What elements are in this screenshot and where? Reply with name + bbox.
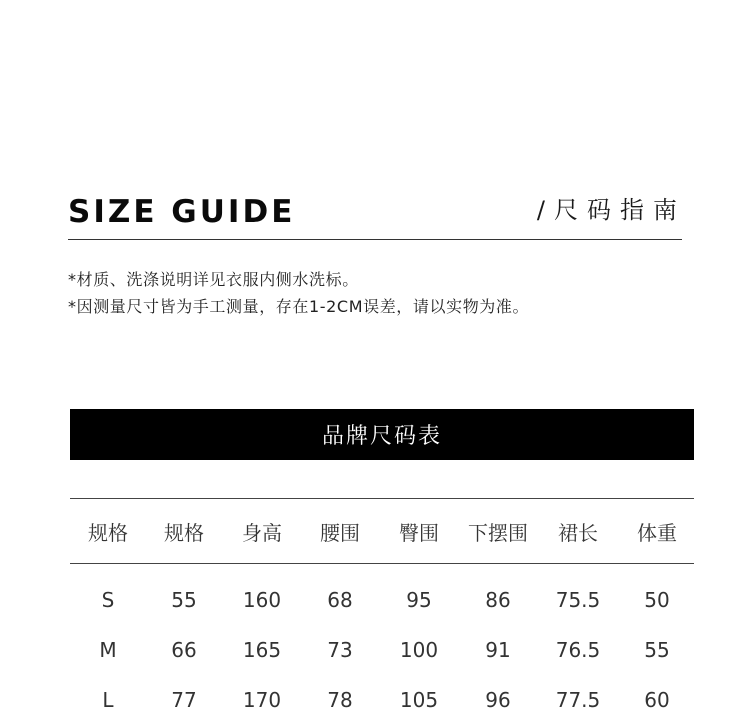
table-cell: 100	[399, 638, 439, 662]
table-cell: L	[102, 688, 114, 712]
table-cell: 76.5	[555, 638, 601, 662]
size-table	[70, 498, 694, 725]
column-header: 体重	[637, 520, 677, 545]
table-cell: 55	[171, 588, 197, 612]
size-guide-title-cn: /尺码指南	[536, 196, 686, 224]
table-row	[70, 575, 694, 625]
column-header: 规格	[88, 520, 128, 545]
table-cell: 68	[327, 588, 353, 612]
table-cell: 170	[242, 688, 282, 712]
table-cell: 86	[485, 588, 511, 612]
table-cell: 75.5	[555, 588, 601, 612]
table-cell: 165	[242, 638, 282, 662]
table-cell: 66	[171, 638, 197, 662]
title-divider	[68, 239, 682, 240]
table-cell: 96	[485, 688, 511, 712]
table-cell: 77.5	[555, 688, 601, 712]
table-cell: 78	[327, 688, 353, 712]
note-line: *因测量尺寸皆为手工测量，存在1-2CM误差，请以实物为准。	[68, 297, 530, 316]
column-header: 臀围	[399, 520, 439, 545]
column-header: 身高	[242, 520, 282, 545]
table-cell: 50	[644, 588, 670, 612]
size-chart-banner	[70, 409, 694, 460]
banner-label: 品牌尺码表	[321, 424, 442, 449]
table-row	[70, 625, 694, 675]
table-cell: M	[99, 638, 117, 662]
table-cell: 105	[399, 688, 439, 712]
table-cell: 55	[644, 638, 670, 662]
column-header: 下摆围	[468, 520, 528, 545]
size-guide-title: SIZE GUIDE	[68, 194, 296, 230]
column-header: 规格	[164, 520, 204, 545]
notes	[68, 266, 529, 320]
table-row	[70, 675, 694, 725]
column-header: 裙长	[558, 520, 598, 545]
table-cell: 73	[327, 638, 353, 662]
table-cell: 77	[171, 688, 197, 712]
column-header: 腰围	[320, 520, 360, 545]
table-cell: 160	[242, 588, 282, 612]
table-cell: S	[101, 588, 115, 612]
table-cell: 95	[406, 588, 432, 612]
table-cell: 60	[644, 688, 670, 712]
table-cell: 91	[485, 638, 511, 662]
note-line: *材质、洗涤说明详见衣服内侧水洗标。	[68, 270, 359, 289]
table-header-row	[70, 498, 694, 564]
